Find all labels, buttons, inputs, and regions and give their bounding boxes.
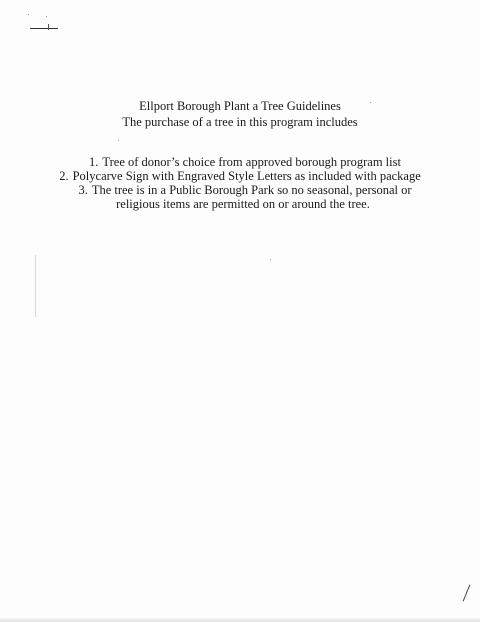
list-item-text: Tree of donor’s choice from approved borough program list (102, 155, 401, 169)
list-item-number: 2. (59, 169, 69, 183)
list-item (0, 155, 480, 169)
scan-mark-tick (48, 24, 49, 30)
scan-mark (30, 28, 58, 29)
scan-artifact-line (35, 255, 36, 317)
document-heading (0, 98, 480, 130)
scan-speck (270, 259, 271, 260)
document-subtitle: The purchase of a tree in this program includes (122, 115, 358, 129)
page-bottom-edge (0, 618, 480, 622)
list-item-number: 1. (89, 155, 99, 169)
pen-mark (463, 584, 471, 601)
list-item-continuation (0, 197, 480, 211)
list-item-text: Polycarve Sign with Engraved Style Letters as included with package (72, 169, 421, 183)
list-item-number: 3. (78, 183, 88, 197)
list-item-text: religious items are permitted on or around the tree. (116, 197, 370, 211)
scan-speck (28, 14, 29, 15)
scan-speck (118, 140, 119, 141)
document-title: Ellport Borough Plant a Tree Guidelines (139, 99, 341, 113)
guidelines-list (0, 155, 480, 211)
list-item (0, 183, 480, 197)
list-item (0, 169, 480, 183)
scan-speck (46, 16, 47, 17)
list-item-text: The tree is in a Public Borough Park so no seasonal, personal or (91, 183, 412, 197)
